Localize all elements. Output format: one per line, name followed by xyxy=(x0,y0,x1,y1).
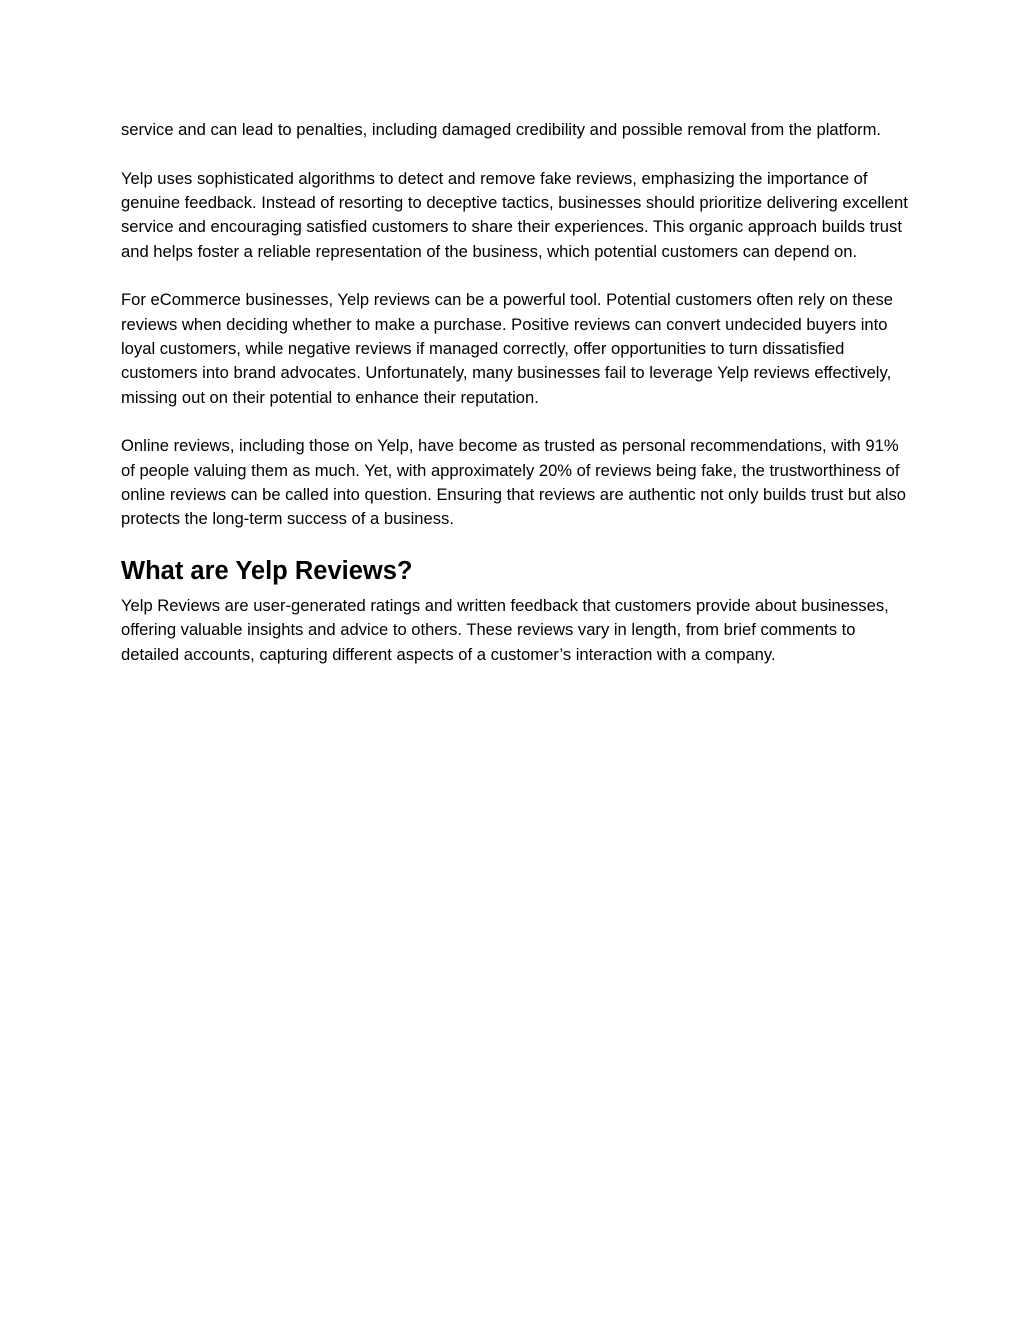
section-heading: What are Yelp Reviews? xyxy=(121,557,413,586)
paragraph-ecommerce: For eCommerce businesses, Yelp reviews can be a powerful tool. Potential customers often rely on these reviews when deciding whether to make a purchase. Positive reviews can convert undecided buyers into loyal customers, while negative reviews if managed correctly, offer opportunities to turn dissatisfied customers into brand advocates. Unfortunately, many businesses fail to leverage Yelp reviews effectively, missing out on their potential to enhance their reputation. xyxy=(121,290,894,407)
document-page xyxy=(121,118,911,692)
paragraph-online-reviews: Online reviews, including those on Yelp, have become as trusted as personal recommendations, with 91% of people valuing them as much. Yet, with approximately 20% of reviews being fake, the trustworthiness of online reviews can be called into question. Ensuring that reviews are authentic not only builds trust but also protects the long-term success of a business. xyxy=(121,436,906,529)
section-body: Yelp Reviews are user-generated ratings and written feedback that customers provide about businesses, offering valuable insights and advice to others. These reviews vary in length, from brief comments to detailed accounts, capturing different aspects of a customer’s interaction with a company. xyxy=(121,596,889,664)
paragraph-penalties: service and can lead to penalties, including damaged credibility and possible removal from the platform. xyxy=(121,120,882,139)
paragraph-algorithms: Yelp uses sophisticated algorithms to detect and remove fake reviews, emphasizing the importance of genuine feedback. Instead of resorting to deceptive tactics, businesses should prioritize delivering excellent service and encouraging satisfied customers to share their experiences. This organic approach builds trust and helps foster a reliable representation of the business, which potential customers can depend on. xyxy=(121,168,908,261)
